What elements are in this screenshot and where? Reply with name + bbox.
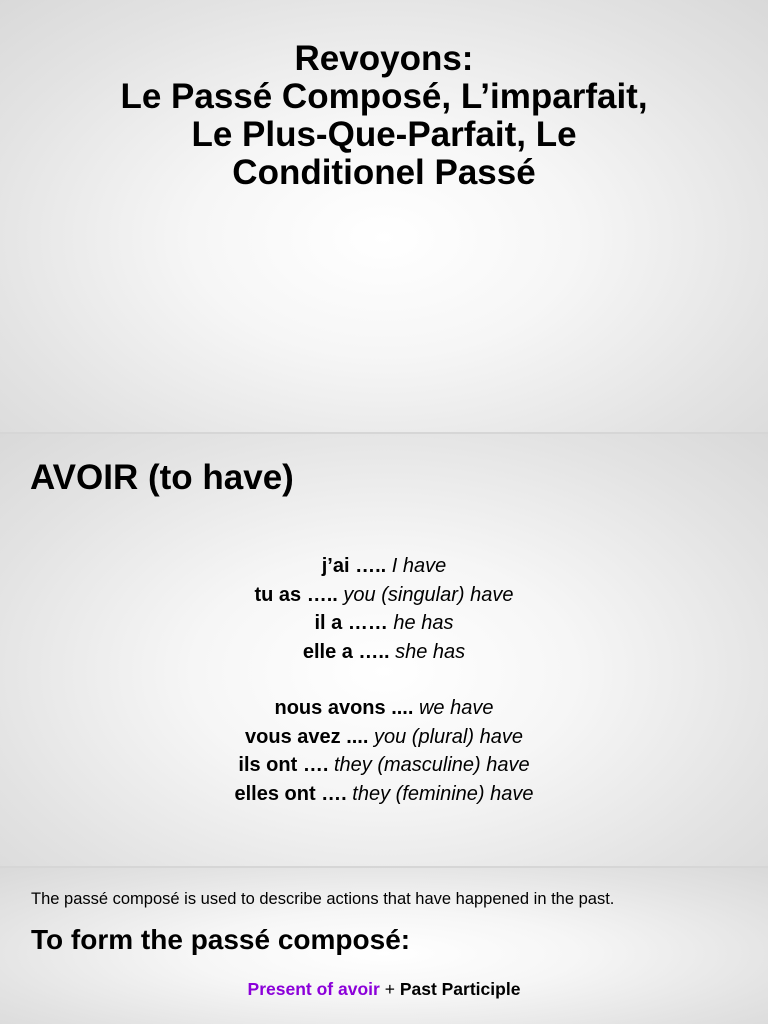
conjugation-english: I have [391,555,447,577]
conjugation-row-elle [0,638,768,667]
conjugation-english: we have [418,697,494,719]
conjugation-list [0,552,768,808]
title-slide [0,0,768,432]
avoir-slide [0,434,768,866]
conjugation-french: ils ont …. [238,754,329,776]
conjugation-spacer [0,666,768,694]
conjugation-row-nous [0,694,768,723]
avoir-heading: AVOIR (to have) [30,458,294,497]
conjugation-english: they (feminine) have [352,782,534,805]
formula-present-of-avoir: Present of avoir [247,979,380,999]
conjugation-english: you (singular) have [343,583,514,606]
conjugation-french: elle a ….. [302,640,390,663]
formula [0,979,768,1000]
conjugation-english: he has [393,612,454,634]
intro-text: The passé composé is used to describe actions that have happened in the past. [31,890,615,908]
conjugation-row-tu [0,581,768,610]
conjugation-french: il a …… [314,612,388,634]
conjugation-french: vous avez .... [245,725,369,748]
conjugation-row-jai [0,552,768,581]
conjugation-row-ils [0,751,768,780]
conjugation-french: j’ai ….. [321,555,387,577]
title-line-4: Conditionel Passé [232,153,536,192]
conjugation-french: nous avons .... [274,697,414,719]
conjugation-french: elles ont …. [234,782,347,805]
conjugation-row-il [0,609,768,638]
passe-compose-slide [0,868,768,1024]
conjugation-row-vous [0,723,768,752]
formula-plus: + [384,979,395,999]
conjugation-english: she has [395,640,466,663]
formula-past-participle: Past Participle [399,979,521,999]
conjugation-english: you (plural) have [373,725,523,748]
title-line-3: Le Plus-Que-Parfait, Le [191,115,577,154]
title-line-2: Le Passé Composé, L’imparfait, [120,77,648,116]
title-line-1: Revoyons: [294,39,474,78]
slide-title [0,40,768,192]
conjugation-french: tu as ….. [254,583,338,606]
conjugation-english: they (masculine) have [333,754,530,776]
conjugation-row-elles [0,780,768,809]
form-heading: To form the passé composé: [31,924,411,955]
